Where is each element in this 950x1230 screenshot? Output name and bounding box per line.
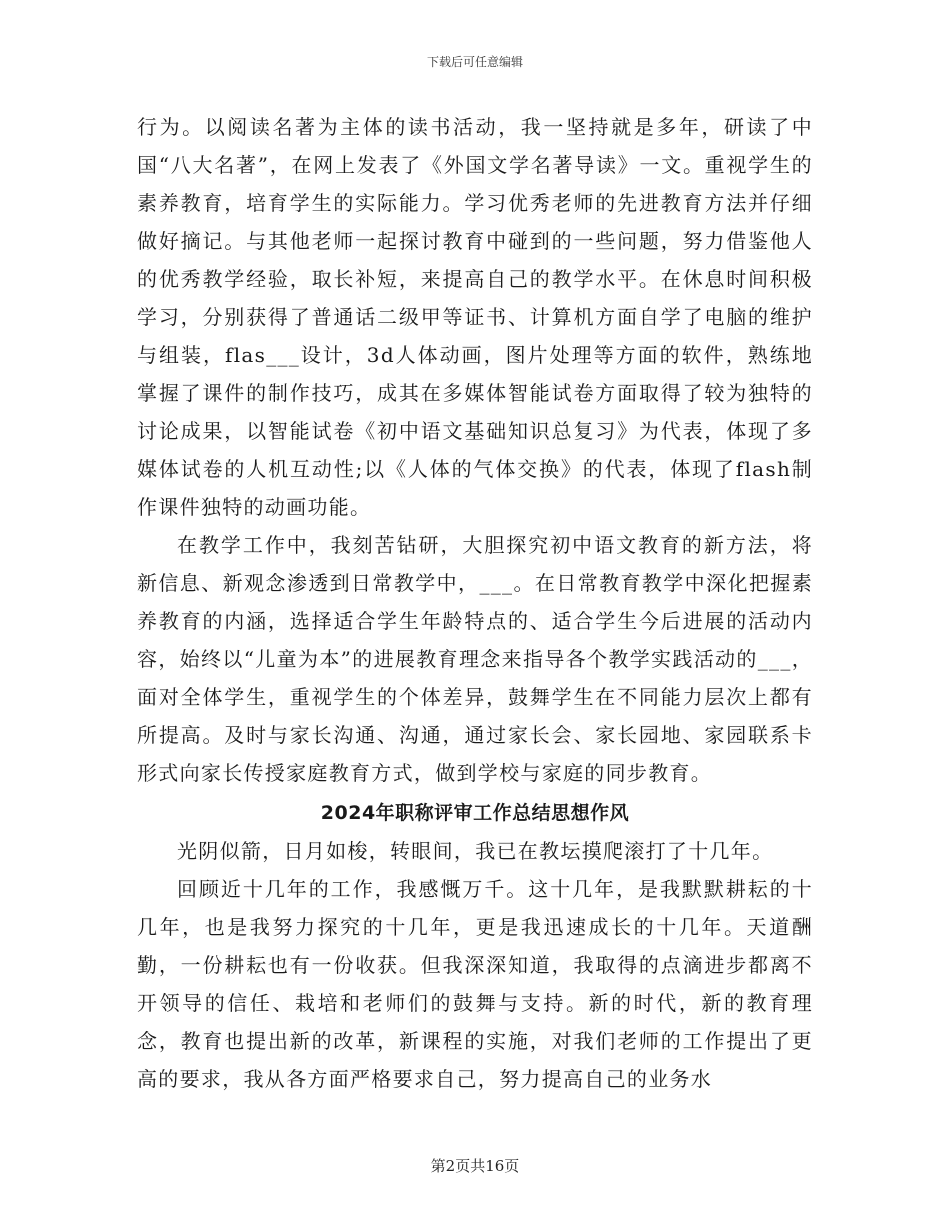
paragraph-teaching-work: 在教学工作中，我刻苦钻研，大胆探究初中语文教育的新方法，将新信息、新观念渗透到日常教学中，___。在日常教育教学中深化把握素养教育的内涵，选择适合学生年龄特点的、适合学生今后进展的活动内容，始终以“儿童为本”的进展教育理念来指导各个教学实践活动的___，面对全体学生，重视学生的个体差异，鼓舞学生在不同能力层次上都有所提高。及时与家长沟通、沟通，通过家长会、家长园地、家园联系卡形式向家长传授家庭教育方式，做到学校与家庭的同步教育。	[137, 533, 813, 785]
paragraph-intro: 光阴似箭，日月如梭，转眼间，我已在教坛摸爬滚打了十几年。	[177, 839, 774, 863]
page-header-note: 下载后可任意编辑	[426, 55, 523, 69]
paragraph-continued: 行为。以阅读名著为主体的读书活动，我一坚持就是多年，研读了中国“八大名著”，在网上发表了《外国文学名著导读》一文。重视学生的素养教育，培育学生的实际能力。学习优秀老师的先进教育方法并仔细做好摘记。与其他老师一起探讨教育中碰到的一些问题，努力借鉴他人的优秀教学经验，取长补短，来提高自己的教学水平。在休息时间积极学习，分别获得了普通话二级甲等证书、计算机方面自学了电脑的维护与组装，flas___设计，3d人体动画，图片处理等方面的软件，熟练地掌握了课件的制作技巧，成其在多媒体智能试卷方面取得了较为独特的讨论成果，以智能试卷《初中语文基础知识总复习》为代表，体现了多媒体试卷的人机互动性;以《人体的气体交换》的代表，体现了flash制作课件独特的动画功能。	[137, 115, 813, 519]
section-heading: 2024年职称评审工作总结思想作风	[320, 802, 630, 824]
document-body	[137, 108, 813, 1098]
page-number-footer: 第2页共16页	[430, 1157, 520, 1175]
paragraph-review: 回顾近十几年的工作，我感慨万千。这十几年，是我默默耕耘的十几年，也是我努力探究的十几年，更是我迅速成长的十几年。天道酬勤，一份耕耘也有一份收获。但我深深知道，我取得的点滴进步都离不开领导的信任、栽培和老师们的鼓舞与支持。新的时代，新的教育理念，教育也提出新的改革，新课程的实施，对我们老师的工作提出了更高的要求，我从各方面严格要求自己，努力提高自己的业务水	[137, 877, 813, 1091]
